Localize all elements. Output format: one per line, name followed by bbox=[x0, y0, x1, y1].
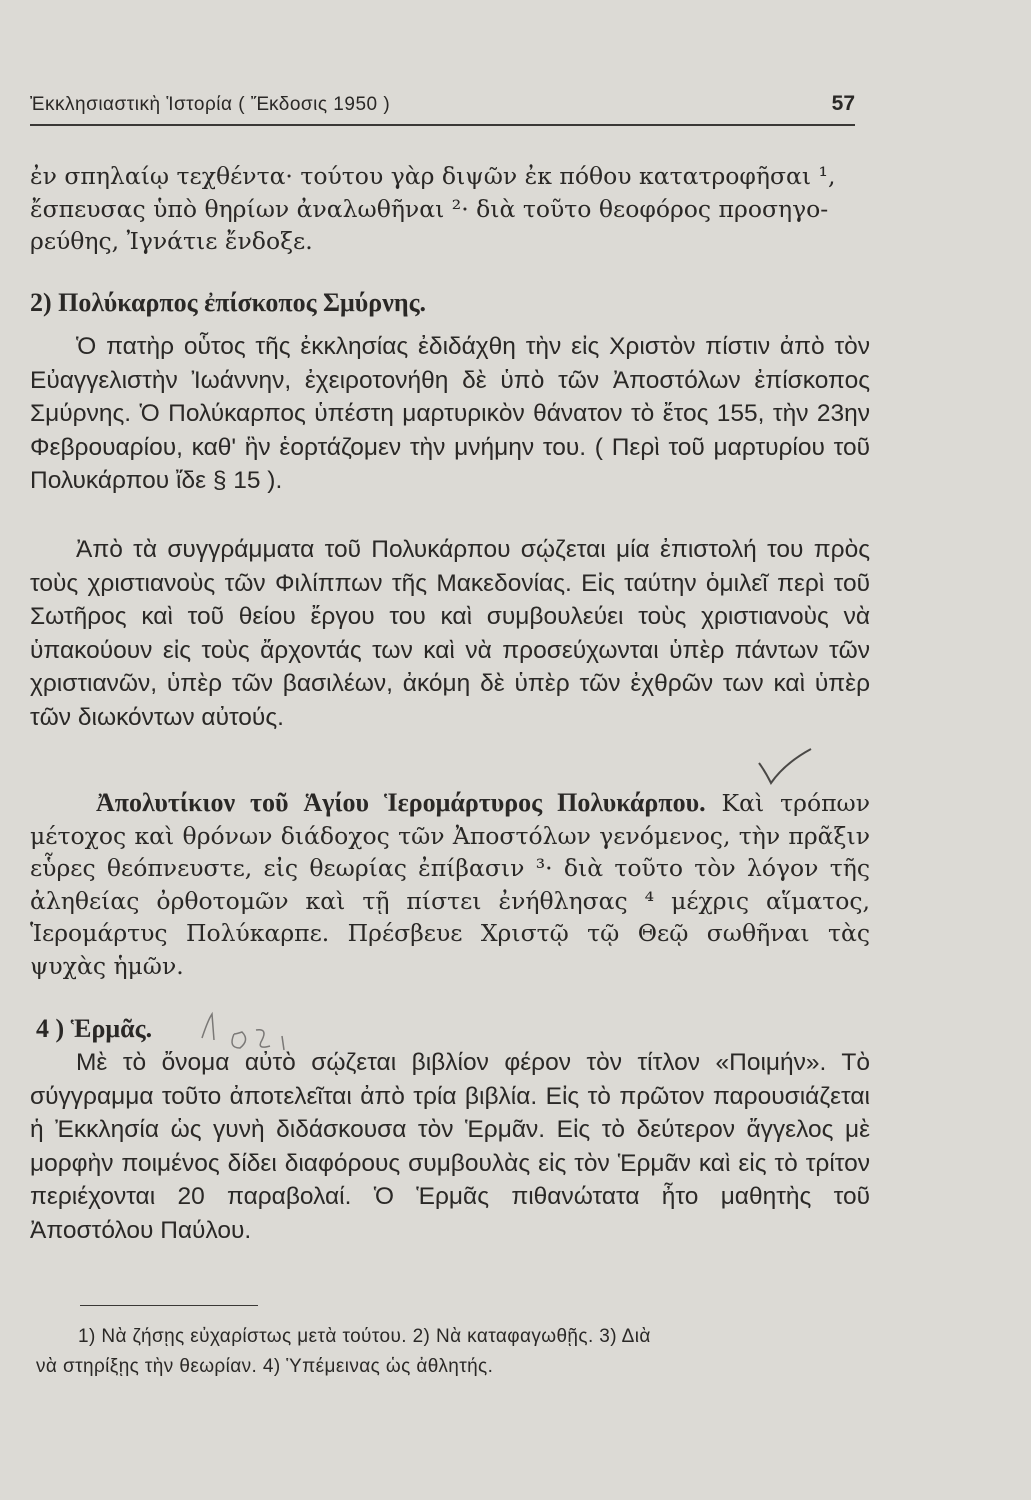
apolytikion-block bbox=[30, 787, 870, 982]
paragraph: Ἀπὸ τὰ συγγράμματα τοῦ Πολυκάρπου σῴζεται μία ἐπιστολή του πρὸς τοὺς χριστιανοὺς τῶν Φιλίππων τῆς Μακεδονίας. Εἰς ταύτην ὁμιλεῖ περὶ τοῦ Σωτῆρος καὶ τοῦ θείου ἔργου του καὶ συμβουλεύει τοὺς χριστιανοὺς νὰ ὑπακούουν εἰς τοὺς ἄρχοντάς των καὶ νὰ προσεύχωνται ὑπὲρ πάντων τῶν χριστιανῶν, ὑπὲρ τῶν βασιλέων, ἀκόμη δὲ ὑπὲρ τῶν ἐχθρῶν των καὶ ὑπὲρ τῶν διωκόντων αὐτούς. bbox=[30, 536, 870, 731]
footnote-line: νὰ στηρίξῃς τὴν θεωρίαν. 4) Ὑπέμεινας ὡς ἀθλητής. bbox=[36, 1356, 494, 1377]
hermas-paragraph bbox=[30, 1046, 870, 1247]
page-number: 57 bbox=[831, 92, 855, 115]
page-header bbox=[30, 92, 855, 126]
polycarp-paragraph-1 bbox=[30, 330, 870, 498]
paragraph bbox=[30, 787, 870, 982]
section-heading-hermas: 4 ) Ἑρμᾶς. bbox=[36, 1014, 153, 1043]
apolytikion-text: Καὶ τρόπων μέτοχος καὶ θρόνων διάδοχος τῶν Ἀποστόλων γενόμενος, τὴν πρᾶξιν εὗρες θεόπνευστε, εἰς θεωρίας ἐπίβασιν ³· διὰ τοῦτο τὸν λόγον τῆς ἀληθείας ὀρθοτομῶν καὶ τῇ πίστει ἐνήθλησας ⁴ μέχρις αἵματος, Ἱερομάρτυς Πολύκαρπε. Πρέσβευε Χριστῷ τῷ Θεῷ σωθῆναι τὰς ψυχὰς ἡμῶν. bbox=[30, 789, 870, 980]
running-title: Ἐκκλησιαστικὴ Ἱστορία ( Ἔκδοσις 1950 ) bbox=[30, 94, 391, 115]
section-heading-polycarp: 2) Πολύκαρπος ἐπίσκοπος Σμύρνης. bbox=[30, 288, 427, 317]
polycarp-paragraph-2 bbox=[30, 533, 870, 734]
apolytikion-title: Ἀπολυτίκιον τοῦ Ἁγίου Ἱερομάρτυρος Πολυκάρπου. bbox=[96, 788, 706, 817]
text-line: ἐν σπηλαίῳ τεχθέντα· τούτου γὰρ διψῶν ἐκ πόθου κατατροφῆσαι ¹, bbox=[30, 162, 836, 190]
footnotes bbox=[36, 1322, 876, 1382]
footnote-rule bbox=[80, 1305, 258, 1306]
paragraph: Ὁ πατὴρ οὗτος τῆς ἐκκλησίας ἐδιδάχθη τὴν εἰς Χριστὸν πίστιν ἀπὸ τὸν Εὐαγγελιστὴν Ἰωάννην, ἐχειροτονήθη δὲ ὑπὸ τῶν Ἀποστόλων ἐπίσκοπος Σμύρνης. Ὁ Πολύκαρπος ὑπέστη μαρτυρικὸν θάνατον τὸ ἔτος 155, τὴν 23ην Φεβρουαρίου, καθ' ἣν ἑορτάζομεν τὴν μνήμην του. ( Περὶ τοῦ μαρτυρίου τοῦ Πολυκάρπου ἴδε § 15 ). bbox=[30, 333, 870, 494]
hymn-continuation bbox=[30, 160, 870, 258]
paragraph: Μὲ τὸ ὄνομα αὐτὸ σῴζεται βιβλίον φέρον τὸν τίτλον «Ποιμήν». Τὸ σύγγραμμα τοῦτο ἀποτελεῖται ἀπὸ τρία βιβλία. Εἰς τὸ πρῶτον παρουσιάζεται ἡ Ἐκκλησία ὡς γυνὴ διδάσκουσα τὸν Ἑρμᾶν. Εἰς τὸ δεύτερον ἄγγελος μὲ μορφὴν ποιμένος δίδει διαφόρους συμβουλὰς εἰς τὸν Ἑρμᾶν καὶ εἰς τὸ τρίτον περιέχονται 20 παραβολαί. Ὁ Ἑρμᾶς πιθανώτατα ἦτο μαθητὴς τοῦ Ἀποστόλου Παύλου. bbox=[30, 1049, 870, 1244]
handwritten-check-mark bbox=[755, 745, 815, 790]
footnote-line: 1) Νὰ ζήσῃς εὐχαρίστως μετὰ τούτου. 2) Νὰ καταφαγωθῇς. 3) Διὰ bbox=[78, 1326, 651, 1347]
text-line: ἔσπευσας ὑπὸ θηρίων ἀναλωθῆναι ²· διὰ τοῦτο θεοφόρος προσηγο- bbox=[30, 194, 829, 223]
text-line: ρεύθης, Ἰγνάτιε ἔνδοξε. bbox=[30, 227, 313, 255]
